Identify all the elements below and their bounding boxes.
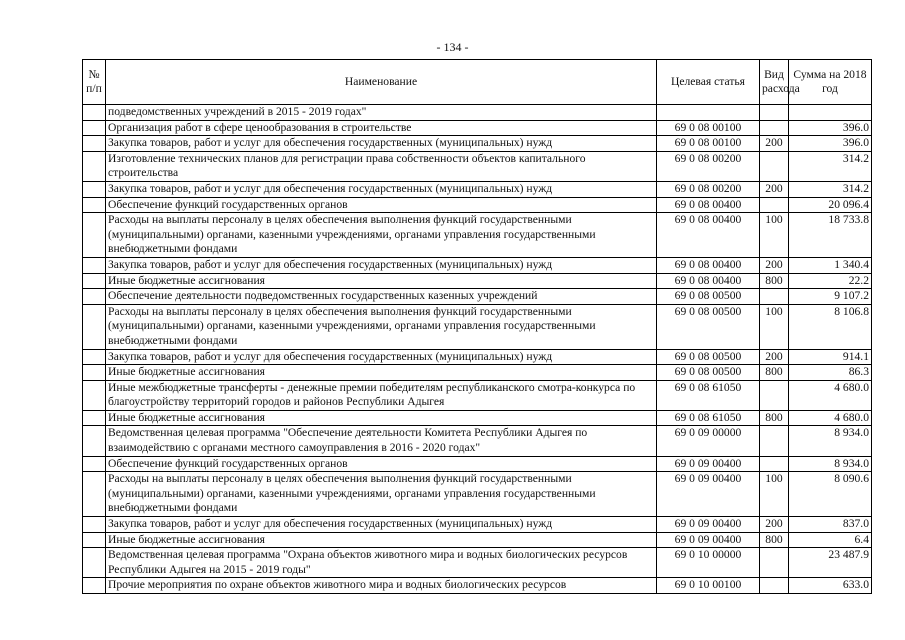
row-code-cell: 69 0 09 00000 bbox=[657, 426, 760, 456]
row-code-cell: 69 0 08 00500 bbox=[657, 349, 760, 365]
row-type-cell bbox=[760, 548, 789, 578]
row-name-cell: Расходы на выплаты персоналу в целях обеспечения выполнения функций государственными (муниципальными) органами, казенными учреждениями, органами управления государственными внебюджетными фондами bbox=[106, 472, 657, 517]
row-num-cell bbox=[83, 548, 106, 578]
row-name-cell: Закупка товаров, работ и услуг для обеспечения государственных (муниципальных) нужд bbox=[106, 181, 657, 197]
row-num-cell bbox=[83, 380, 106, 410]
row-num-cell bbox=[83, 273, 106, 289]
row-name-cell: Обеспечение деятельности подведомственных государственных казенных учреждений bbox=[106, 289, 657, 305]
row-num-cell bbox=[83, 120, 106, 136]
row-type-cell: 200 bbox=[760, 136, 789, 152]
row-num-cell bbox=[83, 456, 106, 472]
row-code-cell: 69 0 08 00400 bbox=[657, 197, 760, 213]
table-row bbox=[83, 120, 872, 136]
row-code-cell: 69 0 08 61050 bbox=[657, 410, 760, 426]
row-code-cell: 69 0 08 00500 bbox=[657, 304, 760, 349]
row-type-cell bbox=[760, 105, 789, 121]
row-type-cell: 800 bbox=[760, 365, 789, 381]
row-code-cell: 69 0 09 00400 bbox=[657, 532, 760, 548]
row-sum-cell: 396.0 bbox=[789, 136, 872, 152]
row-code-cell: 69 0 08 00200 bbox=[657, 151, 760, 181]
row-num-cell bbox=[83, 151, 106, 181]
row-name-cell: Ведомственная целевая программа "Обеспечение деятельности Комитета Республики Адыгея по взаимодействию с органами местного самоуправления в 2016 - 2020 годах" bbox=[106, 426, 657, 456]
row-sum-cell: 1 340.4 bbox=[789, 257, 872, 273]
row-type-cell bbox=[760, 151, 789, 181]
row-type-cell: 200 bbox=[760, 257, 789, 273]
row-sum-cell: 22.2 bbox=[789, 273, 872, 289]
row-code-cell: 69 0 10 00000 bbox=[657, 548, 760, 578]
row-name-cell: Иные бюджетные ассигнования bbox=[106, 273, 657, 289]
row-name-cell: Изготовление технических планов для регистрации права собственности объектов капитального строительства bbox=[106, 151, 657, 181]
table-row bbox=[83, 273, 872, 289]
row-name-cell: Закупка товаров, работ и услуг для обеспечения государственных (муниципальных) нужд bbox=[106, 517, 657, 533]
row-sum-cell: 837.0 bbox=[789, 517, 872, 533]
table-row bbox=[83, 456, 872, 472]
row-sum-cell: 6.4 bbox=[789, 532, 872, 548]
header-code: Целевая статья bbox=[657, 60, 760, 105]
row-type-cell bbox=[760, 578, 789, 594]
row-type-cell: 800 bbox=[760, 532, 789, 548]
row-name-cell: Иные бюджетные ассигнования bbox=[106, 365, 657, 381]
page-number: - 134 - bbox=[436, 40, 469, 54]
table-row bbox=[83, 304, 872, 349]
row-sum-cell: 23 487.9 bbox=[789, 548, 872, 578]
row-code-cell: 69 0 09 00400 bbox=[657, 456, 760, 472]
row-sum-cell: 86.3 bbox=[789, 365, 872, 381]
row-code-cell: 69 0 08 61050 bbox=[657, 380, 760, 410]
row-type-cell: 100 bbox=[760, 304, 789, 349]
table-row bbox=[83, 213, 872, 258]
row-code-cell: 69 0 08 00100 bbox=[657, 120, 760, 136]
row-sum-cell: 314.2 bbox=[789, 181, 872, 197]
row-name-cell: Закупка товаров, работ и услуг для обеспечения государственных (муниципальных) нужд bbox=[106, 136, 657, 152]
row-num-cell bbox=[83, 365, 106, 381]
row-code-cell: 69 0 10 00100 bbox=[657, 578, 760, 594]
row-code-cell: 69 0 08 00400 bbox=[657, 257, 760, 273]
header-sum: Сумма на 2018 год bbox=[789, 60, 872, 105]
row-num-cell bbox=[83, 136, 106, 152]
row-num-cell bbox=[83, 410, 106, 426]
row-name-cell: Ведомственная целевая программа "Охрана объектов животного мира и водных биологических ресурсов Республики Адыгея на 2015 - 2019 годы" bbox=[106, 548, 657, 578]
row-name-cell: Расходы на выплаты персоналу в целях обеспечения выполнения функций государственными (муниципальными) органами, казенными учреждениями, органами управления государственными внебюджетными фондами bbox=[106, 213, 657, 258]
row-name-cell: Расходы на выплаты персоналу в целях обеспечения выполнения функций государственными (муниципальными) органами, казенными учреждениями, органами управления государственными внебюджетными фондами bbox=[106, 304, 657, 349]
row-code-cell: 69 0 08 00400 bbox=[657, 213, 760, 258]
table-row bbox=[83, 380, 872, 410]
row-sum-cell: 18 733.8 bbox=[789, 213, 872, 258]
table-row bbox=[83, 472, 872, 517]
row-num-cell bbox=[83, 349, 106, 365]
table-row bbox=[83, 257, 872, 273]
row-sum-cell: 8 934.0 bbox=[789, 426, 872, 456]
row-sum-cell: 314.2 bbox=[789, 151, 872, 181]
row-type-cell: 200 bbox=[760, 517, 789, 533]
row-code-cell: 69 0 09 00400 bbox=[657, 472, 760, 517]
table-row bbox=[83, 410, 872, 426]
table-row bbox=[83, 426, 872, 456]
row-type-cell bbox=[760, 426, 789, 456]
row-sum-cell: 20 096.4 bbox=[789, 197, 872, 213]
row-sum-cell: 8 934.0 bbox=[789, 456, 872, 472]
row-name-cell: Обеспечение функций государственных органов bbox=[106, 197, 657, 213]
row-num-cell bbox=[83, 426, 106, 456]
row-name-cell: Закупка товаров, работ и услуг для обеспечения государственных (муниципальных) нужд bbox=[106, 257, 657, 273]
row-code-cell: 69 0 08 00100 bbox=[657, 136, 760, 152]
row-sum-cell bbox=[789, 105, 872, 121]
budget-table bbox=[82, 59, 872, 594]
row-type-cell bbox=[760, 380, 789, 410]
row-name-cell: Закупка товаров, работ и услуг для обеспечения государственных (муниципальных) нужд bbox=[106, 349, 657, 365]
row-name-cell: Иные бюджетные ассигнования bbox=[106, 410, 657, 426]
row-sum-cell: 8 090.6 bbox=[789, 472, 872, 517]
row-type-cell: 100 bbox=[760, 472, 789, 517]
row-num-cell bbox=[83, 181, 106, 197]
row-name-cell: Иные бюджетные ассигнования bbox=[106, 532, 657, 548]
table-row bbox=[83, 105, 872, 121]
row-num-cell bbox=[83, 105, 106, 121]
table-row bbox=[83, 365, 872, 381]
row-code-cell bbox=[657, 105, 760, 121]
row-name-cell: подведомственных учреждений в 2015 - 2019 годах" bbox=[106, 105, 657, 121]
row-type-cell: 800 bbox=[760, 410, 789, 426]
header-name: Наименование bbox=[106, 60, 657, 105]
header-num: № п/п bbox=[83, 60, 106, 105]
table-row bbox=[83, 578, 872, 594]
row-sum-cell: 9 107.2 bbox=[789, 289, 872, 305]
row-sum-cell: 8 106.8 bbox=[789, 304, 872, 349]
row-code-cell: 69 0 09 00400 bbox=[657, 517, 760, 533]
table-row bbox=[83, 548, 872, 578]
row-num-cell bbox=[83, 578, 106, 594]
row-sum-cell: 914.1 bbox=[789, 349, 872, 365]
row-num-cell bbox=[83, 532, 106, 548]
row-name-cell: Обеспечение функций государственных органов bbox=[106, 456, 657, 472]
row-num-cell bbox=[83, 472, 106, 517]
row-num-cell bbox=[83, 517, 106, 533]
row-name-cell: Прочие мероприятия по охране объектов животного мира и водных биологических ресурсов bbox=[106, 578, 657, 594]
table-row bbox=[83, 289, 872, 305]
table-row bbox=[83, 517, 872, 533]
row-name-cell: Организация работ в сфере ценообразования в строительстве bbox=[106, 120, 657, 136]
table-row bbox=[83, 532, 872, 548]
row-num-cell bbox=[83, 197, 106, 213]
table-row bbox=[83, 151, 872, 181]
header-type: Вид расхода bbox=[760, 60, 789, 105]
row-num-cell bbox=[83, 257, 106, 273]
table-row bbox=[83, 181, 872, 197]
row-type-cell bbox=[760, 197, 789, 213]
table-row bbox=[83, 136, 872, 152]
row-num-cell bbox=[83, 304, 106, 349]
row-sum-cell: 4 680.0 bbox=[789, 410, 872, 426]
row-type-cell bbox=[760, 289, 789, 305]
table-row bbox=[83, 197, 872, 213]
row-type-cell: 200 bbox=[760, 349, 789, 365]
row-num-cell bbox=[83, 213, 106, 258]
table-body bbox=[83, 105, 872, 594]
table-header-row bbox=[83, 60, 872, 105]
row-code-cell: 69 0 08 00500 bbox=[657, 365, 760, 381]
row-type-cell bbox=[760, 120, 789, 136]
row-sum-cell: 4 680.0 bbox=[789, 380, 872, 410]
row-code-cell: 69 0 08 00200 bbox=[657, 181, 760, 197]
row-num-cell bbox=[83, 289, 106, 305]
row-name-cell: Иные межбюджетные трансферты - денежные премии победителям республиканского смотра-конкурса по благоустройству территорий городов и районов Республики Адыгея bbox=[106, 380, 657, 410]
table-row bbox=[83, 349, 872, 365]
row-sum-cell: 396.0 bbox=[789, 120, 872, 136]
row-type-cell: 100 bbox=[760, 213, 789, 258]
row-code-cell: 69 0 08 00500 bbox=[657, 289, 760, 305]
row-type-cell: 200 bbox=[760, 181, 789, 197]
row-sum-cell: 633.0 bbox=[789, 578, 872, 594]
row-type-cell: 800 bbox=[760, 273, 789, 289]
row-type-cell bbox=[760, 456, 789, 472]
row-code-cell: 69 0 08 00400 bbox=[657, 273, 760, 289]
